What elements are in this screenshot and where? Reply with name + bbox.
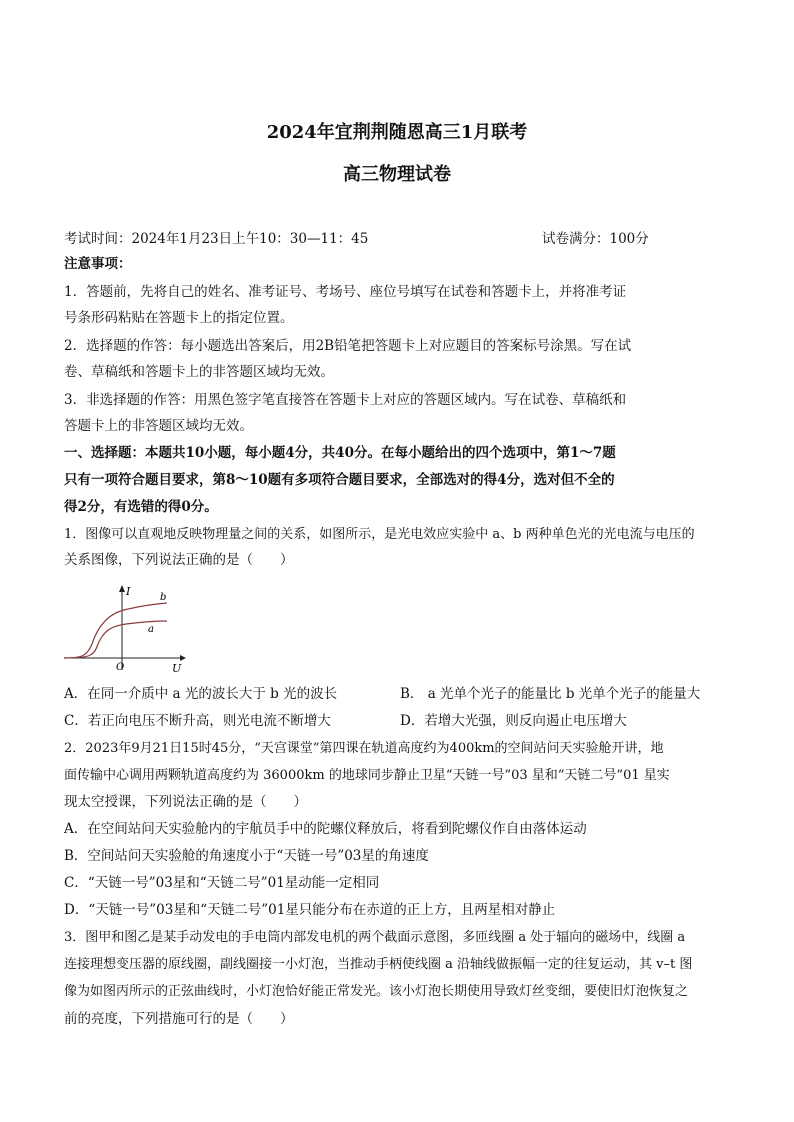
origin-label: O: [116, 662, 125, 673]
notice-item-2-line-1: 2．选择题的作答：每小题选出答案后，用2B铅笔把答题卡上对应题目的答案标号涂黑。写在试: [64, 338, 632, 354]
section-1-intro-line-2: 只有一项符合题目要求，第8～10题有多项符合题目要求，全部选对的得4分，选对但不全的: [64, 472, 615, 488]
q2-stem-line-2: 面传输中心调用两颗轨道高度约为 36000km 的地球同步静止卫星“天链一号”03 星和“天链二号”01 星实: [64, 768, 670, 783]
q2-option-d: D．“天链一号”03星和“天链二号”01星只能分布在赤道的正上方，且两星相对静止: [64, 902, 556, 918]
exam-time: 考试时间：2024年1月23日上午10：30—11：45: [64, 231, 369, 247]
q2-stem-line-3: 现太空授课，下列说法正确的是（ ）: [64, 794, 307, 810]
notice-item-1-line-1: 1．答题前，先将自己的姓名、准考证号、考场号、座位号填写在试卷和答题卡上，并将准考证: [64, 284, 627, 300]
section-1-intro-line-3: 得2分，有选错的得0分。: [64, 499, 218, 515]
q1-option-a: A．在同一介质中 a 光的波长大于 b 光的波长: [64, 686, 338, 702]
x-axis-label: U: [172, 662, 182, 674]
q1-stem-line-2: 关系图像，下列说法正确的是（ ）: [64, 552, 294, 568]
exam-subtitle: 高三物理试卷: [343, 164, 451, 185]
notice-item-3-line-1: 3．非选择题的作答：用黑色签字笔直接答在答题卡上对应的答题区域内。写在试卷、草稿纸和: [64, 392, 627, 408]
curve-b-label: b: [160, 592, 167, 603]
q2-option-a: A．在空间站问天实验舱内的宇航员手中的陀螺仪释放后，将看到陀螺仪作自由落体运动: [64, 821, 587, 837]
q1-option-d: D．若增大光强，则反向遏止电压增大: [400, 713, 627, 729]
notice-heading: 注意事项：: [64, 256, 132, 272]
exam-title: 2024年宜荆荆随恩高三1月联考: [266, 122, 528, 143]
q1-stem-line-1: 1．图像可以直观地反映物理量之间的关系，如图所示，是光电效应实验中 a、b 两种单色光的光电流与电压的: [64, 527, 695, 542]
x-axis-arrow-icon: [180, 655, 186, 661]
notice-item-2-line-2: 卷、草稿纸和答题卡上的非答题区域均无效。: [64, 364, 334, 380]
q1-photocurrent-graph: [62, 582, 192, 674]
q3-stem-line-4: 前的亮度，下列措施可行的是（ ）: [64, 1011, 294, 1027]
full-score: 试卷满分：100分: [542, 231, 649, 247]
y-axis-arrow-icon: [119, 585, 125, 592]
q2-stem-line-1: 2．2023年9月21日15时45分，“天宫课堂”第四课在轨道高度约为400km的空间站问天实验舱开讲，地: [64, 741, 664, 756]
q3-stem-line-1: 3．图甲和图乙是某手动发电的手电筒内部发电机的两个截面示意图，多匝线圈 a 处于辐向的磁场中，线圈 a: [64, 930, 686, 945]
y-axis-label: I: [126, 585, 131, 598]
section-1-intro-line-1: 一、选择题：本题共10小题，每小题4分，共40分。在每小题给出的四个选项中，第1～7题: [64, 445, 616, 461]
curve-a-label: a: [148, 624, 154, 635]
q1-option-b: B． a 光单个光子的能量比 b 光单个光子的能量大: [400, 686, 701, 702]
notice-item-3-line-2: 答题卡上的非答题区域均无效。: [64, 418, 253, 434]
q1-option-c: C．若正向电压不断升高，则光电流不断增大: [64, 713, 331, 729]
q2-option-b: B．空间站问天实验舱的角速度小于“天链一号”03星的角速度: [64, 848, 429, 864]
q3-stem-line-3: 像为如图丙所示的正弦曲线时，小灯泡恰好能正常发光。该小灯泡长期使用导致灯丝变细，要使旧灯泡恢复之: [64, 984, 689, 999]
q3-stem-line-2: 连接理想变压器的原线圈，副线圈接一小灯泡，当推动手柄使线圈 a 沿轴线做振幅一定的往复运动，其 v–t 图: [64, 957, 693, 972]
notice-item-1-line-2: 号条形码粘贴在答题卡上的指定位置。: [64, 310, 294, 326]
q2-option-c: C．“天链一号”03星和“天链二号”01星动能一定相同: [64, 875, 380, 891]
